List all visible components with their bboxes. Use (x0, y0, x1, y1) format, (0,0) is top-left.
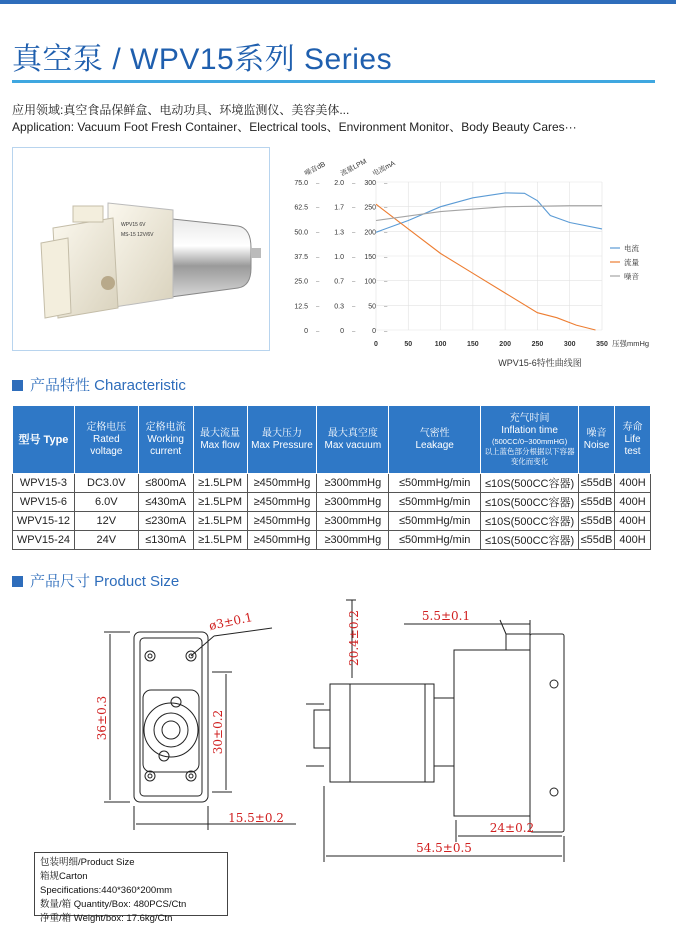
cell-pressure: ≥450mmHg (247, 493, 317, 512)
chart-title: WPV15-6特性曲线图 (498, 358, 582, 368)
cell-leakage: ≤50mmHg/min (389, 512, 481, 531)
cell-voltage: DC3.0V (74, 474, 138, 493)
cell-noise: ≤55dB (579, 531, 615, 550)
top-accent-line (0, 0, 676, 4)
cell-noise: ≤55dB (579, 474, 615, 493)
chart-tick-mark: – (316, 279, 320, 286)
chart-y-tick: 1.0 (334, 254, 344, 261)
header-type: 型号 Type (13, 406, 75, 474)
chart-tick-mark: – (316, 230, 320, 237)
packing-info (34, 852, 228, 924)
chart-y-tick: 62.5 (294, 204, 308, 212)
application-cn: 应用领域:真空食品保鲜盒、电动功具、环境监测仪、美容美体... (12, 103, 350, 117)
chart-x-tick: 100 (434, 341, 447, 348)
cell-inflation: ≤10S(500CC容器) (481, 512, 579, 531)
heading-marker (12, 380, 23, 391)
cell-vacuum: ≥300mmHg (317, 474, 389, 493)
cell-current: ≤800mA (138, 474, 193, 493)
page-title: 真空泵 / WPV15系列 Series (12, 43, 393, 76)
packing-carton: 箱规Carton Specifications:440*360*200mm (40, 871, 173, 896)
chart-y-tick: 300 (364, 180, 376, 187)
chart-tick-mark: – (352, 230, 356, 237)
chart-y-tick: 250 (364, 204, 376, 212)
cell-noise: ≤55dB (579, 493, 615, 512)
header-pressure: 最大压力 Max Pressure (247, 406, 317, 474)
table-row (13, 474, 651, 493)
characteristic-heading-text: 产品特性 Characteristic (30, 377, 186, 394)
characteristic-chart (280, 148, 670, 373)
header-flow: 最大流量 Max flow (193, 406, 247, 474)
dim-port: 5.5±0.1 (421, 609, 471, 623)
header-current: 定格电流 Working current (138, 406, 193, 474)
cell-voltage: 24V (74, 531, 138, 550)
chart-tick-mark: – (384, 205, 388, 212)
cell-inflation: ≤10S(500CC容器) (481, 474, 579, 493)
cell-vacuum: ≥300mmHg (317, 512, 389, 531)
chart-tick-mark: – (316, 181, 320, 187)
chart-tick-mark: – (352, 329, 356, 335)
header-vacuum: 最大真空度 Max vacuum (317, 406, 389, 474)
chart-y-tick: 75.0 (294, 180, 308, 187)
chart-x-tick: 300 (563, 341, 576, 348)
cell-current: ≤430mA (138, 493, 193, 512)
dim-hole: ø3±0.1 (207, 610, 254, 633)
chart-tick-mark: – (316, 304, 320, 311)
cell-current: ≤230mA (138, 512, 193, 531)
photo-label-2: MS-15 12V/6V (121, 232, 154, 238)
cell-life: 400H (615, 493, 651, 512)
cell-type: WPV15-12 (13, 512, 75, 531)
chart-tick-mark: – (316, 255, 320, 261)
chart-legend-label: 流量 (624, 258, 639, 267)
chart-tick-mark: – (384, 181, 388, 187)
size-heading-text: 产品尺寸 Product Size (30, 573, 180, 590)
chart-y-tick: 0 (304, 328, 308, 335)
chart-y-tick: 50 (368, 303, 376, 311)
cell-current: ≤130mA (138, 531, 193, 550)
dim-side-height: 20.4±0.2 (347, 610, 361, 666)
characteristic-table (12, 405, 651, 550)
table-header-row (13, 406, 651, 474)
cell-vacuum: ≥300mmHg (317, 531, 389, 550)
chart-legend-label: 噪音 (624, 272, 639, 281)
packing-title: 包装明细/Product Size (40, 857, 135, 868)
chart-x-label: 压强mmHg (612, 339, 650, 348)
photo-label-1: WPV15 6V (121, 222, 146, 228)
dimension-drawings (0, 590, 676, 870)
chart-y-tick: 0 (340, 328, 344, 335)
cell-pressure: ≥450mmHg (247, 531, 317, 550)
cell-flow: ≥1.5LPM (193, 474, 247, 493)
chart-legend-label: 电流 (624, 244, 639, 253)
chart-x-tick: 250 (531, 341, 544, 348)
cell-noise: ≤55dB (579, 512, 615, 531)
side-motor (330, 684, 434, 782)
chart-y-tick: 150 (364, 254, 376, 261)
chart-tick-mark: – (316, 329, 320, 335)
chart-tick-mark: – (352, 255, 356, 261)
cell-type: WPV15-3 (13, 474, 75, 493)
dim-body: 24±0.2 (489, 821, 535, 835)
chart-y-tick: 0.3 (334, 303, 344, 311)
chart-y-tick: 1.7 (334, 204, 344, 212)
chart-y-tick: 37.5 (294, 254, 308, 261)
chart-series-line (376, 206, 602, 221)
chart-x-tick: 0 (374, 341, 378, 348)
cell-inflation: ≤10S(500CC容器) (481, 531, 579, 550)
table-row (13, 512, 651, 531)
cell-flow: ≥1.5LPM (193, 493, 247, 512)
characteristic-heading (12, 374, 186, 395)
chart-y-tick: 12.5 (294, 303, 308, 311)
heading-marker (12, 576, 23, 587)
chart-y-tick: 0 (372, 328, 376, 335)
chart-y-tick: 200 (364, 229, 376, 237)
chart-axis-label: 噪音dB (303, 160, 327, 178)
cell-leakage: ≤50mmHg/min (389, 493, 481, 512)
chart-y-tick: 25.0 (294, 278, 308, 286)
chart-tick-mark: – (352, 181, 356, 187)
chart-series-line (376, 193, 602, 232)
cell-life: 400H (615, 474, 651, 493)
product-photo (12, 147, 270, 351)
header-leakage: 气密性 Leakage (389, 406, 481, 474)
chart-y-tick: 50.0 (294, 229, 308, 237)
cell-life: 400H (615, 512, 651, 531)
dim-length: 54.5±0.5 (416, 841, 472, 855)
cell-inflation: ≤10S(500CC容器) (481, 493, 579, 512)
header-life: 寿命 Life test (615, 406, 651, 474)
chart-x-tick: 150 (467, 341, 479, 348)
packing-weight: 净重/箱 Weight/box: 17.6kg/Ctn (40, 913, 173, 924)
chart-tick-mark: – (384, 230, 388, 237)
cell-leakage: ≤50mmHg/min (389, 531, 481, 550)
packing-quantity: 数量/箱 Quantity/Box: 480PCS/Ctn (40, 899, 187, 910)
cell-flow: ≥1.5LPM (193, 531, 247, 550)
cell-type: WPV15-6 (13, 493, 75, 512)
cell-flow: ≥1.5LPM (193, 512, 247, 531)
pump-illustration (13, 148, 269, 350)
size-heading (12, 570, 179, 591)
cell-voltage: 12V (74, 512, 138, 531)
dim-width-front: 15.5±0.2 (228, 811, 284, 825)
header-noise: 噪音 Noise (579, 406, 615, 474)
chart-tick-mark: – (316, 205, 320, 212)
chart-x-tick: 200 (499, 341, 511, 348)
chart-y-tick: 100 (364, 278, 376, 286)
title-divider (12, 80, 655, 83)
cell-pressure: ≥450mmHg (247, 512, 317, 531)
header-voltage: 定格电压 Rated voltage (74, 406, 138, 474)
dim-height-inner: 30±0.2 (211, 709, 225, 755)
header-inflation: 充气时间 Inflation time (500CC/0~300mmHG) 以上蓝色部分根据以下容器 变化而变化 (481, 406, 579, 474)
chart-x-tick: 50 (404, 341, 413, 348)
chart-axis-label: 流量LPM (339, 158, 369, 178)
chart-tick-mark: – (384, 329, 388, 335)
chart-axis-label: 电流mA (371, 160, 397, 178)
chart-tick-mark: – (352, 304, 356, 311)
chart-y-tick: 1.3 (334, 229, 344, 237)
cell-leakage: ≤50mmHg/min (389, 474, 481, 493)
chart-y-tick: 0.7 (334, 278, 344, 286)
chart-tick-mark: – (352, 205, 356, 212)
cell-pressure: ≥450mmHg (247, 474, 317, 493)
dim-height-total: 36±0.3 (95, 695, 109, 741)
chart-tick-mark: – (384, 279, 388, 286)
cell-life: 400H (615, 531, 651, 550)
table-row (13, 531, 651, 550)
chart-series-line (376, 204, 596, 330)
chart-tick-mark: – (352, 279, 356, 286)
chart-tick-mark: – (384, 304, 388, 311)
chart-tick-mark: – (384, 255, 388, 261)
cell-type: WPV15-24 (13, 531, 75, 550)
chart-y-tick: 2.0 (334, 180, 344, 187)
cell-voltage: 6.0V (74, 493, 138, 512)
cell-vacuum: ≥300mmHg (317, 493, 389, 512)
table-row (13, 493, 651, 512)
chart-x-tick: 350 (596, 341, 608, 348)
application-en: Application: Vacuum Foot Fresh Container、Electrical tools、Environment Monitor、Body Beauty Cares··· (12, 120, 577, 134)
